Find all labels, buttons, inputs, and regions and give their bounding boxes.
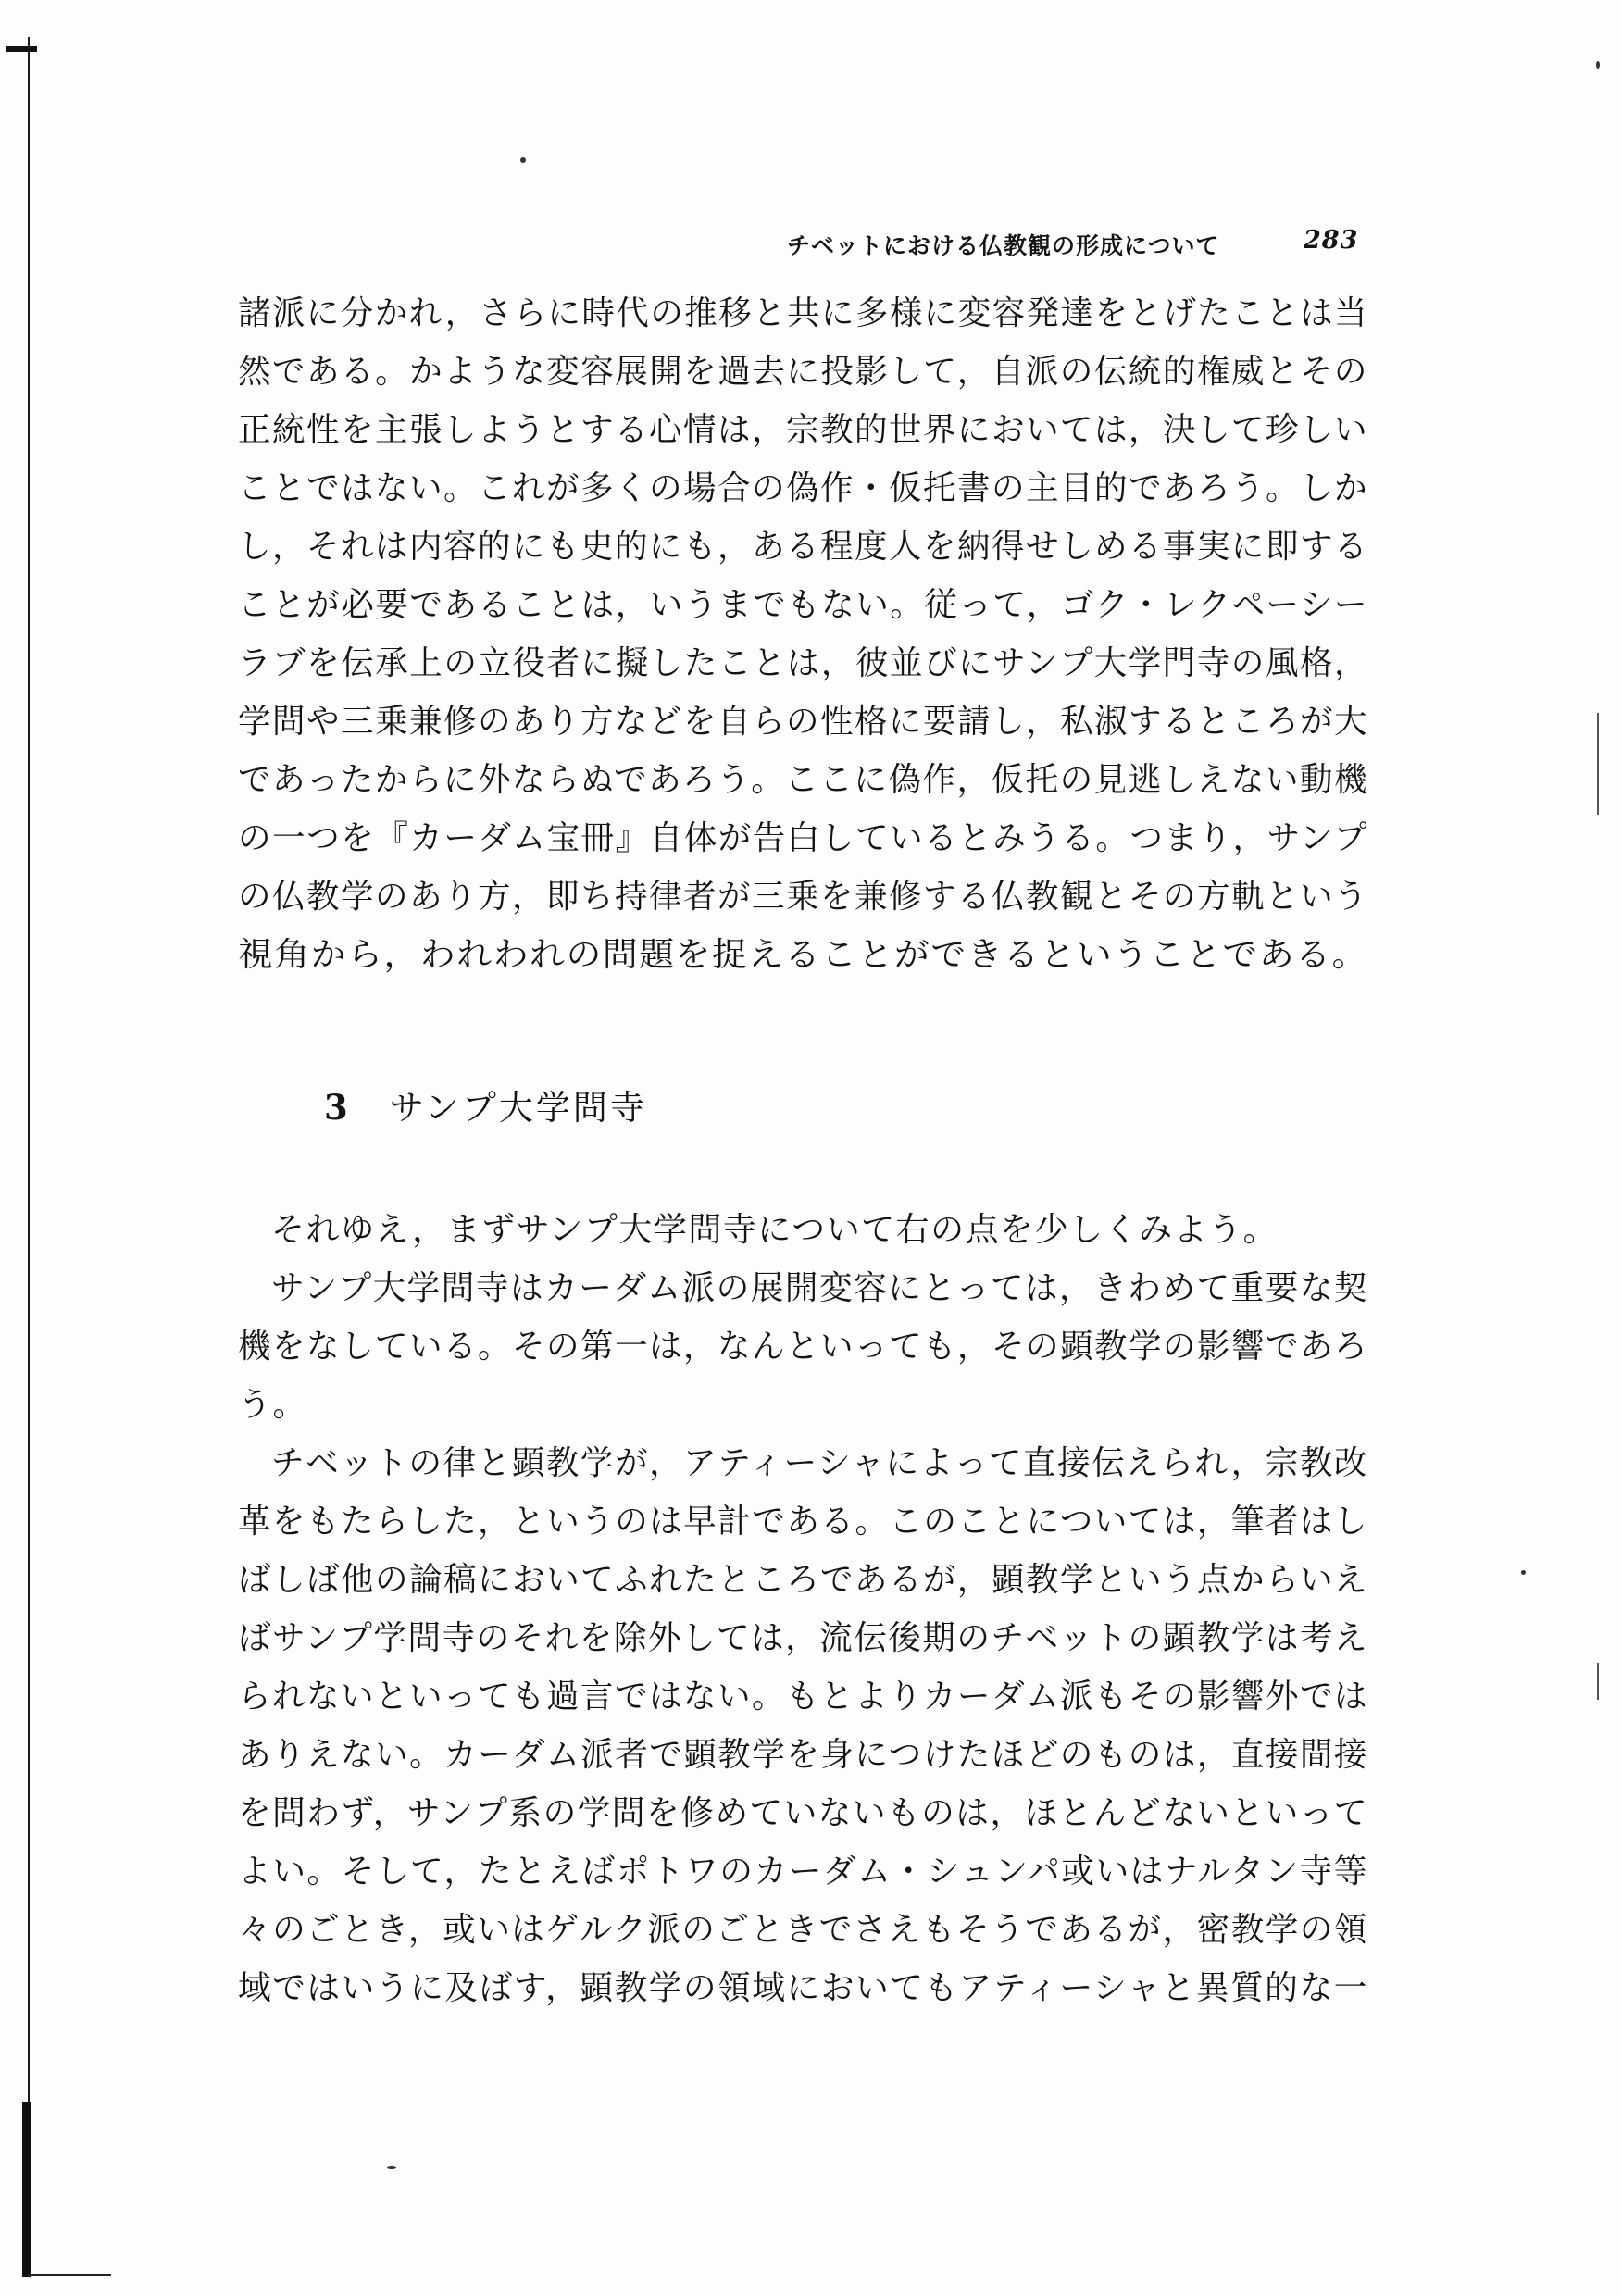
text-line: 機をなしている。その第一は，なんといっても，その顕教学の影響であろ [238,1328,1369,1366]
text-line: 諸派に分かれ，さらに時代の推移と共に多様に変容発達をとげたことは当 [238,294,1368,332]
text-line: の仏教学のあり方，即ち持律者が三乗を兼修する仏教観とその方軌という [238,878,1369,916]
text-line: ことが必要であることは，いうまでもない。従って，ゴク・レクペーシー [238,586,1369,624]
text-line: う。 [238,1386,308,1424]
scan-edge-thick [22,2102,31,2277]
scan-speck [1596,61,1600,69]
text-line: チベットの律と顕教学が，アティーシャによって直接伝えられ，宗教改 [271,1444,1369,1482]
text-line: ばサンプ学問寺のそれを除外しては，流伝後期のチベットの顕教学は考え [238,1619,1368,1657]
section-heading [324,1079,647,1135]
running-head-title: チベットにおける仏教観の形成について [787,232,1220,259]
text-line: サンプ大学問寺はカーダム派の展開変容にとっては，きわめて重要な契 [271,1269,1369,1307]
text-line: 革をもたらした，というのは早計である。このことについては，筆者はし [238,1503,1368,1541]
text-line: られないといっても過言ではない。もとよりカーダム派もその影響外では [238,1678,1369,1716]
text-line: し，それは内容的にも史的にも，ある程度人を納得せしめる事実に即する [238,528,1369,566]
scan-edge-mark [6,46,37,52]
text-line: ありえない。カーダム派者で顕教学を身につけたほどのものは，直接間接 [238,1736,1368,1774]
text-line: よい。そして，たとえばポトワのカーダム・シュンパ或いはナルタン寺等 [238,1853,1368,1890]
text-line: ことではない。これが多くの場合の偽作・仮托書の主目的であろう。しか [238,469,1369,507]
section-title: サンプ大学問寺 [389,1088,647,1128]
text-line: 正統性を主張しようとする心情は，宗教的世界においては，決して珍しい [238,411,1369,449]
text-line: それゆえ，まずサンプ大学問寺について右の点を少しくみよう。 [271,1211,1279,1249]
page-number: 283 [1304,226,1359,255]
text-line: の一つを『カーダム宝冊』自体が告白しているとみうる。つまり，サンプ [238,819,1368,857]
scan-edge-bottom [28,2274,111,2276]
text-line: であったからに外ならぬであろう。ここに偽作，仮托の見逃しえない動機 [238,761,1368,799]
scan-speck [387,2166,396,2169]
text-line: 学問や三乗兼修のあり方などを自らの性格に要請し，私淑するところが大 [238,703,1369,741]
text-line: 々のごとき，或いはゲルク派のごときでさえもそうであるが，密教学の領 [238,1911,1369,1949]
text-line: 域ではいうに及ばす，顕教学の領域においてもアティーシャと異質的な一 [238,1969,1368,2007]
scan-speck [520,157,526,163]
running-head [787,228,1361,265]
text-line: を問わず，サンプ系の学問を修めていないものは，ほとんどないといって [238,1794,1368,1832]
text-line: ばしば他の論稿においてふれたところであるが，顕教学という点からいえ [238,1561,1369,1599]
text-line: 視角から，われわれの問題を捉えることができるということである。 [238,936,1368,974]
text-line: ラブを伝承上の立役者に擬したことは，彼並びにサンプ大学門寺の風格， [238,644,1368,682]
section-number: 3 [324,1087,351,1128]
text-line: 然である。かような変容展開を過去に投影して，自派の伝統的権威とその [238,353,1368,391]
